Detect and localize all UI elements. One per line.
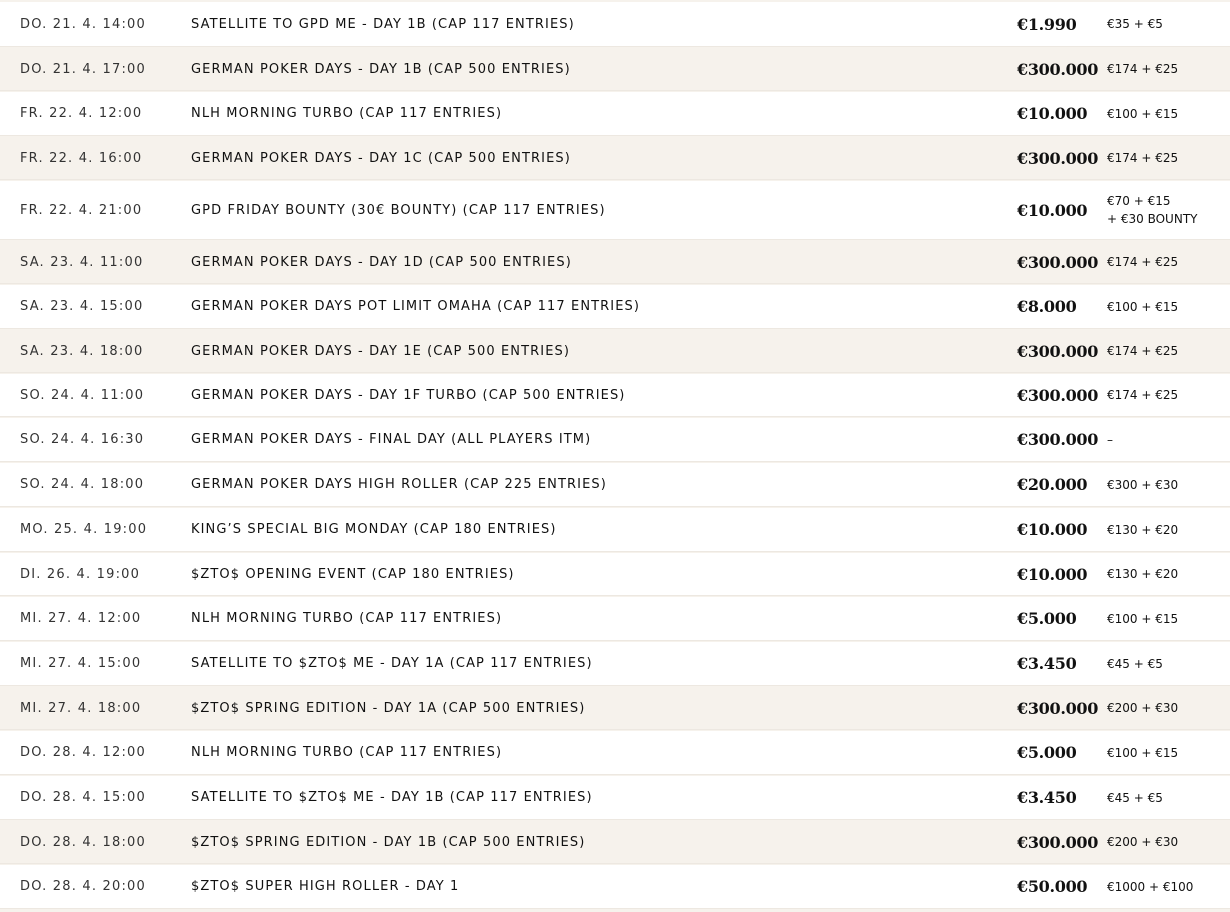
event-name: GERMAN POKER DAYS POT LIMIT OMAHA (CAP 117 ENTRIES) [191, 299, 641, 314]
event-date-time: MI. 27. 4. 18:00 [20, 700, 142, 716]
prize-pool: €10.000 [1017, 200, 1088, 220]
buy-in: €200 + €30 [1107, 835, 1179, 849]
event-name: GERMAN POKER DAYS - DAY 1F TURBO (CAP 500 ENTRIES) [191, 387, 626, 403]
event-name: SATELLITE TO $ZTO$ ME - DAY 1B (CAP 117 ENTRIES) [191, 790, 593, 805]
event-name: GERMAN POKER DAYS HIGH ROLLER (CAP 225 ENTRIES) [191, 477, 607, 492]
event-date-time: SO. 24. 4. 18:00 [20, 477, 145, 492]
prize-pool: €300.000 [1017, 832, 1099, 852]
prize-pool: €300.000 [1017, 252, 1099, 272]
event-name: GERMAN POKER DAYS - DAY 1E (CAP 500 ENTRIES) [191, 343, 571, 359]
table-row[interactable] [0, 137, 1230, 180]
event-name: SATELLITE TO $ZTO$ ME - DAY 1A (CAP 117 ENTRIES) [191, 656, 593, 671]
table-row[interactable] [0, 463, 1230, 507]
buy-in: €70 + €15 + €30 BOUNTY [1107, 194, 1198, 226]
event-date-time: DI. 26. 4. 19:00 [20, 566, 141, 582]
table-row[interactable] [0, 508, 1230, 552]
table-row[interactable] [0, 241, 1230, 284]
table-row[interactable] [0, 865, 1230, 909]
event-date-time: MO. 25. 4. 19:00 [20, 522, 148, 537]
buy-in: €300 + €30 [1107, 477, 1179, 492]
event-name: $ZTO$ SPRING EDITION - DAY 1A (CAP 500 ENTRIES) [191, 700, 586, 716]
prize-pool: €10.000 [1017, 520, 1088, 539]
event-name: GERMAN POKER DAYS - DAY 1D (CAP 500 ENTRIES) [191, 254, 572, 270]
prize-pool: €3.450 [1017, 654, 1077, 673]
prize-pool: €300.000 [1017, 430, 1099, 449]
event-name: NLH MORNING TURBO (CAP 117 ENTRIES) [191, 611, 503, 626]
prize-pool: €300.000 [1017, 148, 1099, 168]
prize-pool: €20.000 [1017, 475, 1088, 494]
event-date-time: MI. 27. 4. 12:00 [20, 611, 142, 626]
event-name: SATELLITE TO GPD ME - DAY 1B (CAP 117 ENTRIES) [191, 16, 575, 32]
buy-in: €200 + €30 [1107, 701, 1179, 715]
table-row[interactable] [0, 642, 1230, 686]
buy-in: €100 + €15 [1107, 745, 1179, 760]
buy-in: €45 + €5 [1107, 656, 1163, 671]
buy-in: €35 + €5 [1107, 17, 1163, 31]
table-row[interactable] [0, 821, 1230, 864]
buy-in: €1000 + €100 [1107, 879, 1194, 894]
event-name: $ZTO$ SUPER HIGH ROLLER - DAY 1 [191, 879, 460, 894]
event-date-time: SA. 23. 4. 18:00 [20, 343, 144, 359]
prize-pool: €5.000 [1017, 609, 1077, 628]
buy-in: – [1107, 432, 1113, 447]
event-name: GERMAN POKER DAYS - FINAL DAY (ALL PLAYERS ITM) [191, 432, 592, 447]
prize-pool: €5.000 [1017, 743, 1077, 762]
table-row[interactable] [0, 181, 1230, 240]
buy-in: €100 + €15 [1107, 299, 1179, 314]
table-row[interactable] [0, 374, 1230, 417]
table-row[interactable] [0, 553, 1230, 596]
event-date-time: DO. 28. 4. 15:00 [20, 790, 146, 805]
buy-in: €100 + €15 [1107, 106, 1179, 121]
event-name: GERMAN POKER DAYS - DAY 1C (CAP 500 ENTRIES) [191, 150, 571, 166]
buy-in: €130 + €20 [1107, 567, 1179, 581]
event-name: NLH MORNING TURBO (CAP 117 ENTRIES) [191, 745, 503, 760]
buy-in: €130 + €20 [1107, 522, 1179, 537]
table-row[interactable] [0, 2, 1230, 47]
table-row[interactable] [0, 597, 1230, 641]
event-date-time: DO. 21. 4. 17:00 [20, 61, 146, 77]
buy-in: €174 + €25 [1107, 344, 1179, 358]
prize-pool: €300.000 [1017, 59, 1099, 79]
buy-in: €174 + €25 [1107, 388, 1179, 402]
event-date-time: DO. 28. 4. 12:00 [20, 745, 146, 760]
event-name: $ZTO$ OPENING EVENT (CAP 180 ENTRIES) [191, 566, 515, 582]
event-name: GERMAN POKER DAYS - DAY 1B (CAP 500 ENTRIES) [191, 61, 571, 77]
table-row[interactable] [0, 418, 1230, 462]
event-name: $ZTO$ SPRING EDITION - DAY 1B (CAP 500 ENTRIES) [191, 834, 586, 850]
prize-pool: €10.000 [1017, 104, 1088, 123]
prize-pool: €1.990 [1017, 14, 1077, 34]
event-date-time: DO. 28. 4. 20:00 [20, 879, 146, 894]
prize-pool: €50.000 [1017, 877, 1088, 896]
event-date-time: SO. 24. 4. 16:30 [20, 432, 145, 447]
prize-pool: €300.000 [1017, 698, 1099, 718]
prize-pool: €3.450 [1017, 788, 1077, 807]
event-date-time: FR. 22. 4. 12:00 [20, 106, 143, 121]
event-date-time: DO. 28. 4. 18:00 [20, 834, 146, 850]
prize-pool: €300.000 [1017, 385, 1099, 405]
buy-in: €174 + €25 [1107, 255, 1179, 269]
prize-pool: €8.000 [1017, 297, 1077, 316]
table-row[interactable] [0, 731, 1230, 775]
event-date-time: DO. 21. 4. 14:00 [20, 16, 146, 32]
event-name: KING’S SPECIAL BIG MONDAY (CAP 180 ENTRIES) [191, 522, 557, 537]
table-row[interactable] [0, 687, 1230, 730]
event-date-time: FR. 22. 4. 21:00 [20, 202, 143, 218]
buy-in: €174 + €25 [1107, 151, 1179, 165]
event-date-time: MI. 27. 4. 15:00 [20, 656, 142, 671]
event-date-time: SO. 24. 4. 11:00 [20, 387, 145, 403]
event-date-time: SA. 23. 4. 15:00 [20, 299, 144, 314]
table-row[interactable] [0, 92, 1230, 136]
table-row[interactable] [0, 285, 1230, 329]
table-row[interactable] [0, 776, 1230, 820]
table-row[interactable] [0, 330, 1230, 373]
event-date-time: SA. 23. 4. 11:00 [20, 254, 144, 270]
table-row[interactable] [0, 48, 1230, 91]
buy-in: €100 + €15 [1107, 611, 1179, 626]
event-date-time: FR. 22. 4. 16:00 [20, 150, 143, 166]
buy-in: €174 + €25 [1107, 62, 1179, 76]
prize-pool: €10.000 [1017, 564, 1088, 584]
buy-in: €45 + €5 [1107, 790, 1163, 805]
event-name: NLH MORNING TURBO (CAP 117 ENTRIES) [191, 106, 503, 121]
event-name: GPD FRIDAY BOUNTY (30€ BOUNTY) (CAP 117 ENTRIES) [191, 202, 606, 218]
prize-pool: €300.000 [1017, 341, 1099, 361]
